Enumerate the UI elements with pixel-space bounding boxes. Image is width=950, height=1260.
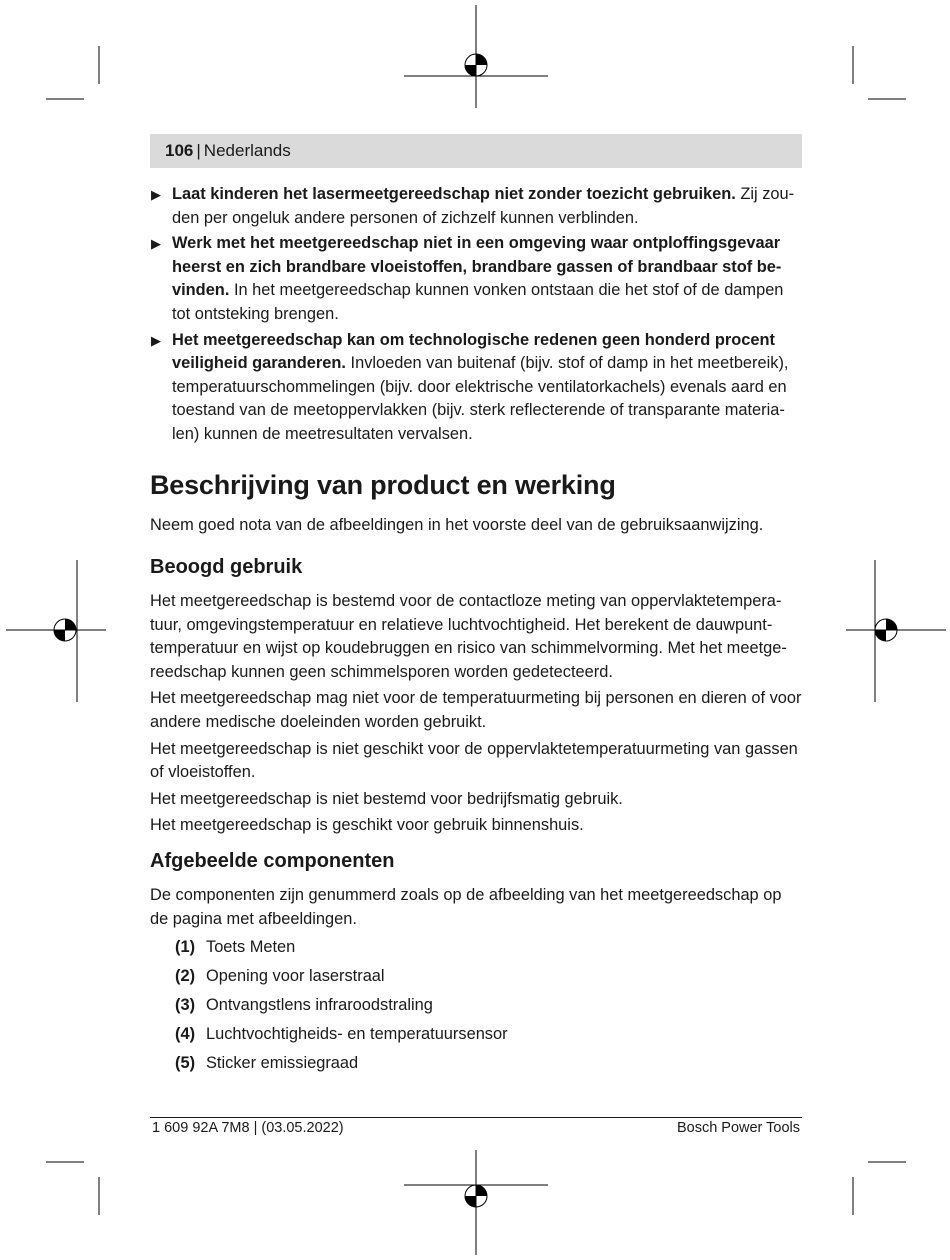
item-number: (4) bbox=[175, 1025, 196, 1043]
list-item bbox=[175, 1022, 775, 1051]
list-item bbox=[175, 935, 775, 964]
paragraph: Het meetgereedschap is niet geschikt voor de oppervlaktetemperatuurmeting van gassen of vloeistoffen. bbox=[150, 739, 798, 782]
item-number: (3) bbox=[175, 996, 196, 1014]
item-label: Toets Meten bbox=[206, 938, 296, 956]
footer-divider bbox=[150, 1117, 802, 1118]
item-number: (2) bbox=[175, 967, 196, 985]
bullet-item bbox=[150, 183, 802, 230]
paragraph: Het meetgereedschap mag niet voor de temperatuurmeting bij personen en dieren of voor andere medische doeleinden worden gebruikt. bbox=[150, 689, 802, 731]
page-number: 106 bbox=[165, 141, 194, 160]
section-title: Beschrijving van product en werking bbox=[150, 470, 616, 500]
bullet-bold: Het meetgereedschap kan om technologische redenen geen honderd procent veiligheid garanderen. bbox=[172, 330, 775, 373]
bullet-bold: Laat kinderen het lasermeetgereedschap niet zonder toezicht gebruiken. bbox=[172, 185, 736, 203]
item-number: (5) bbox=[175, 1054, 196, 1072]
list-item bbox=[175, 993, 775, 1022]
bullet-item bbox=[150, 232, 802, 326]
components-title: Afgebeelde componenten bbox=[150, 850, 395, 872]
list-item bbox=[175, 964, 775, 993]
bullet-arrow-icon: ▶ bbox=[151, 187, 161, 202]
header-separator: | bbox=[196, 141, 201, 160]
header-language: Nederlands bbox=[203, 141, 291, 160]
item-label: Opening voor laserstraal bbox=[206, 967, 385, 985]
footer-doc-id: 1 609 92A 7M8 | (03.05.2022) bbox=[152, 1120, 344, 1136]
safety-bullets bbox=[150, 183, 802, 449]
footer-brand: Bosch Power Tools bbox=[676, 1120, 800, 1136]
bullet-item bbox=[150, 329, 802, 447]
bullet-arrow-icon: ▶ bbox=[151, 236, 161, 252]
bullet-arrow-icon: ▶ bbox=[151, 332, 161, 348]
item-number: (1) bbox=[175, 938, 196, 956]
bullet-text: Invloeden van buitenaf (bijv. stof of damp in het meetbereik), temperatuurschommelingen (bijv. door elektrische ventilatorkachels) evenals aard en toestand van de meetoppervlakken (bijv. sterk reflecterende of transparante materialen) kunnen de meetresultaten vervalsen. bbox=[172, 354, 789, 443]
item-label: Sticker emissiegraad bbox=[206, 1054, 359, 1072]
paragraph: Het meetgereedschap is bestemd voor de contactloze meting van oppervlaktetemperatuur, omgevingstemperatuur en relatieve luchtvochtigheid. Het berekent de dauwpunttemperatuur en wijst op koudebruggen en risico van schimmelvorming. Met het meetgereedschap kunnen geen schimmelsporen worden gedetecteerd. bbox=[150, 592, 787, 681]
page-header bbox=[150, 134, 802, 168]
item-label: Luchtvochtigheids- en temperatuursensor bbox=[206, 1025, 508, 1043]
components-list bbox=[175, 935, 775, 1080]
intended-use-body bbox=[150, 590, 802, 841]
bullet-bold: Werk met het meetgereedschap niet in een omgeving waar ontploffingsgevaar heerst en zich brandbare vloeistoffen, brandbare gassen of brandbaar stof bevinden. bbox=[172, 234, 782, 300]
section-intro: Neem goed nota van de afbeeldingen in het voorste deel van de gebruiksaanwijzing. bbox=[150, 516, 764, 534]
list-item bbox=[175, 1051, 775, 1080]
intended-use-title: Beoogd gebruik bbox=[150, 556, 303, 578]
paragraph: Het meetgereedschap is niet bestemd voor bedrijfsmatig gebruik. bbox=[150, 789, 623, 808]
item-label: Ontvangstlens infraroodstraling bbox=[206, 996, 433, 1014]
bullet-text: Zij zouden per ongeluk andere personen of zichzelf kunnen verblinden. bbox=[172, 185, 795, 227]
paragraph: Het meetgereedschap is geschikt voor gebruik binnenshuis. bbox=[150, 816, 584, 835]
bullet-text: In het meetgereedschap kunnen vonken ontstaan die het stof of de dampen tot ontsteking brengen. bbox=[172, 281, 784, 323]
components-intro: De componenten zijn genummerd zoals op de afbeelding van het meetgereedschap op de pagina met afbeeldingen. bbox=[150, 886, 782, 928]
